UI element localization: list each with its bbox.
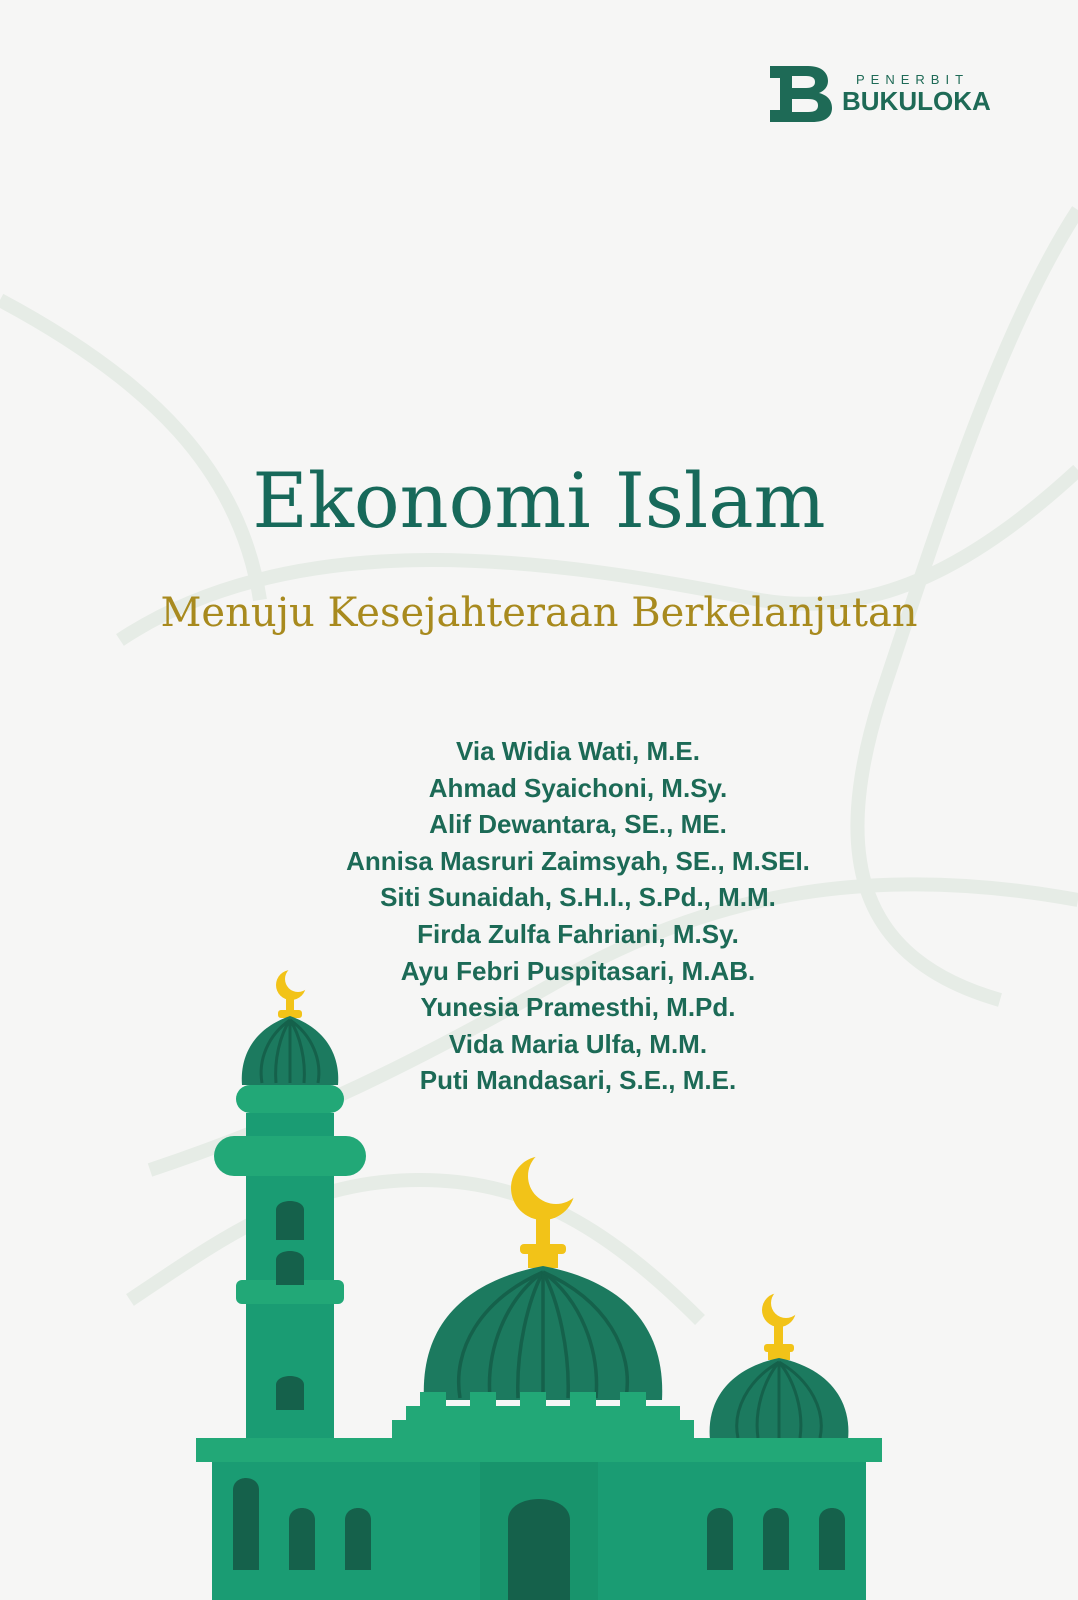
- publisher-prefix: PENERBIT: [856, 72, 970, 87]
- publisher-name: BUKULOKA: [842, 86, 991, 116]
- book-subtitle: Menuju Kesejahteraan Berkelanjutan: [160, 590, 918, 636]
- author-name: Yunesia Pramesthi, M.Pd.: [420, 992, 736, 1023]
- author-name: Ayu Febri Puspitasari, M.AB.: [400, 955, 756, 986]
- author-name: Annisa Masruri Zaimsyah, SE., M.SEI.: [346, 845, 810, 876]
- author-name: Via Widia Wati, M.E.: [456, 736, 700, 766]
- author-name: Siti Sunaidah, S.H.I., S.Pd., M.M.: [380, 882, 776, 913]
- minaret: [214, 966, 366, 1446]
- author-name: Firda Zulfa Fahriani, M.Sy.: [417, 918, 739, 949]
- book-title: Ekonomi Islam: [252, 456, 826, 545]
- author-name: Vida Maria Ulfa, M.M.: [448, 1028, 708, 1059]
- author-name: Puti Mandasari, S.E., M.E.: [419, 1065, 737, 1096]
- author-name: Alif Dewantara, SE., ME.: [429, 809, 727, 840]
- central-dome: [424, 1148, 662, 1400]
- author-name: Ahmad Syaichoni, M.Sy.: [428, 772, 728, 803]
- side-dome: [710, 1288, 849, 1440]
